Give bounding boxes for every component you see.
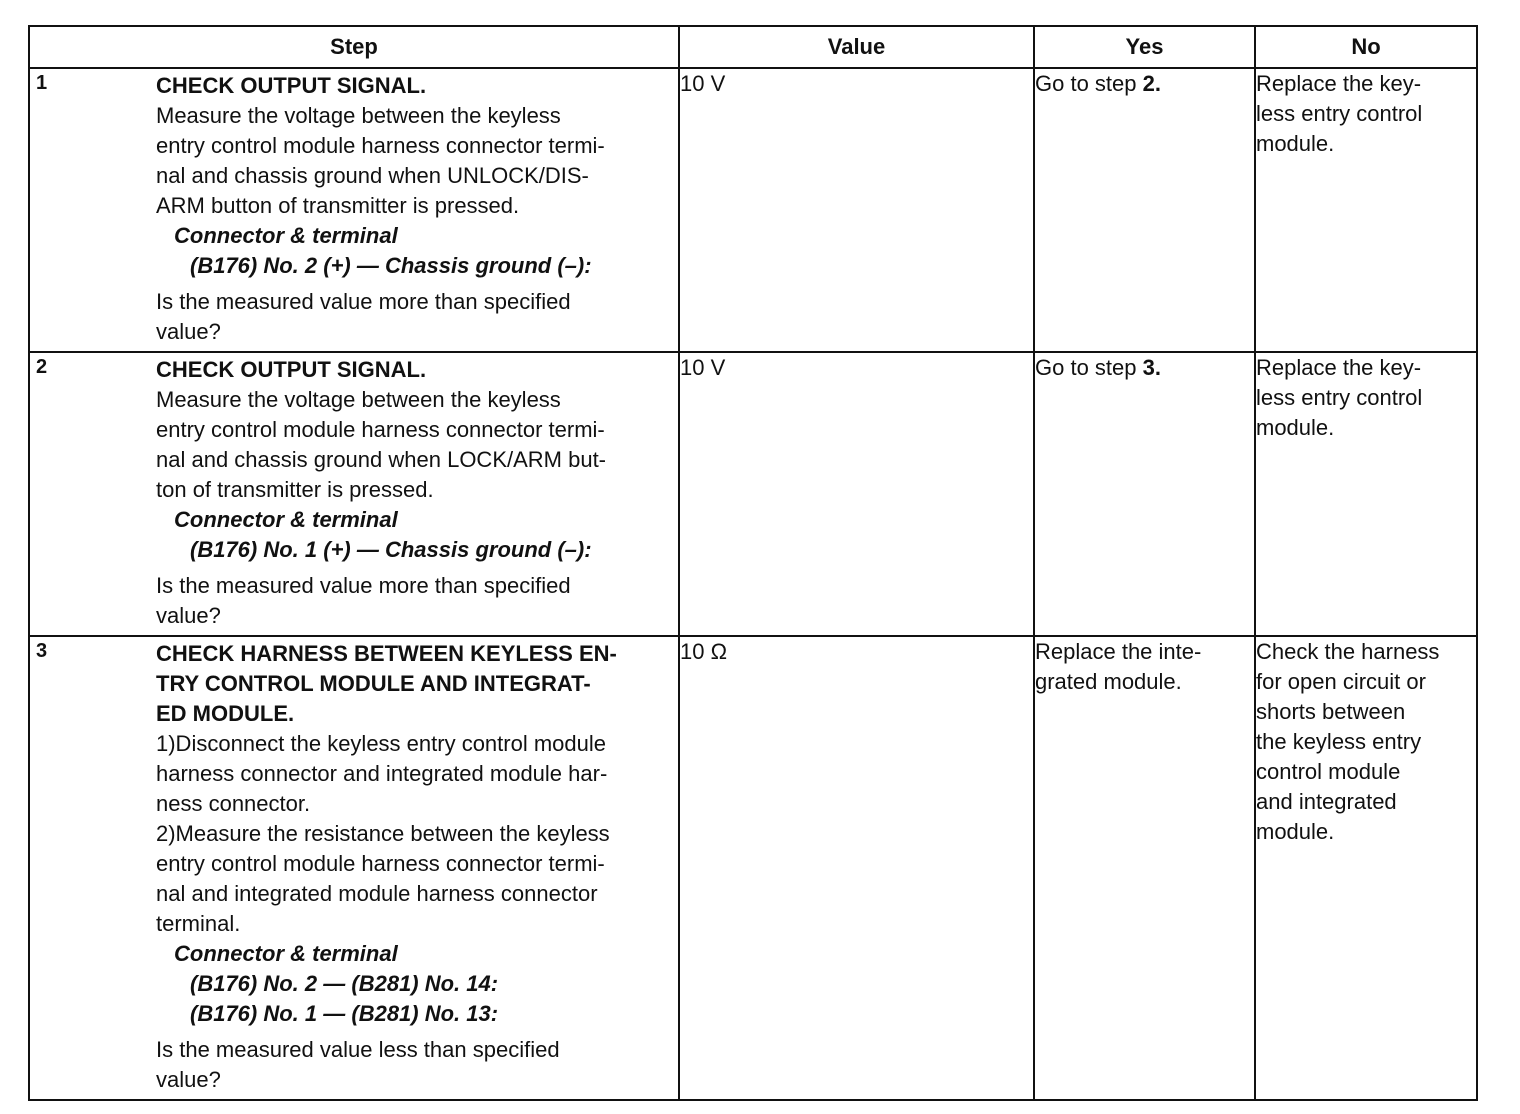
question-text: value? xyxy=(156,319,221,344)
table-row xyxy=(29,352,1477,636)
no-cell xyxy=(1255,68,1477,352)
yes-text: grated module. xyxy=(1035,669,1182,694)
connector-terminal: (B176) No. 2 — (B281) No. 14: xyxy=(190,971,499,996)
step-text: Measure the voltage between the keyless xyxy=(156,387,561,412)
step-cell xyxy=(29,636,679,1100)
table-row xyxy=(29,636,1477,1100)
connector-heading: Connector & terminal xyxy=(174,223,398,248)
step-text: entry control module harness connector termi- xyxy=(156,133,605,158)
step-text: ton of transmitter is pressed. xyxy=(156,477,434,502)
yes-step-ref: 3. xyxy=(1142,355,1161,380)
table-row xyxy=(29,68,1477,352)
connector-heading: Connector & terminal xyxy=(174,507,398,532)
step-text: nal and chassis ground when UNLOCK/DIS- xyxy=(156,163,589,188)
yes-cell xyxy=(1034,68,1255,352)
step-number: 3 xyxy=(36,640,48,662)
step-text: terminal. xyxy=(156,911,241,936)
value-cell: 10 Ω xyxy=(679,636,1034,1100)
no-text: control module xyxy=(1256,759,1401,784)
step-title: CHECK OUTPUT SIGNAL. xyxy=(156,357,427,382)
step-cell xyxy=(29,352,679,636)
no-text: Replace the key- xyxy=(1256,71,1422,96)
question-text: Is the measured value less than specified xyxy=(156,1037,560,1062)
no-text: less entry control xyxy=(1256,101,1423,126)
step-text: nal and chassis ground when LOCK/ARM but- xyxy=(156,447,607,472)
step-text: ness connector. xyxy=(156,791,311,816)
step-text: harness connector and integrated module har- xyxy=(156,761,608,786)
no-cell xyxy=(1255,636,1477,1100)
no-text: and integrated xyxy=(1256,789,1397,814)
step-title: CHECK OUTPUT SIGNAL. xyxy=(156,73,427,98)
step-title: TRY CONTROL MODULE AND INTEGRAT- xyxy=(156,671,591,696)
step-number: 1 xyxy=(36,72,48,94)
no-text: Check the harness xyxy=(1256,639,1440,664)
step-cell xyxy=(29,68,679,352)
step-title: CHECK HARNESS BETWEEN KEYLESS EN- xyxy=(156,641,617,666)
connector-terminal: (B176) No. 1 — (B281) No. 13: xyxy=(190,1001,499,1026)
yes-cell xyxy=(1034,636,1255,1100)
step-text: 2)Measure the resistance between the keyless xyxy=(156,821,610,846)
step-text: entry control module harness connector termi- xyxy=(156,417,605,442)
header-value: Value xyxy=(679,26,1034,68)
no-text: for open circuit or xyxy=(1256,669,1426,694)
value-cell: 10 V xyxy=(679,68,1034,352)
value-cell: 10 V xyxy=(679,352,1034,636)
header-row xyxy=(29,26,1477,68)
yes-text: Go to step xyxy=(1035,71,1143,96)
step-number: 2 xyxy=(36,356,48,378)
question-text: Is the measured value more than specified xyxy=(156,289,571,314)
no-cell xyxy=(1255,352,1477,636)
no-text: less entry control xyxy=(1256,385,1423,410)
step-text: ARM button of transmitter is pressed. xyxy=(156,193,520,218)
header-step: Step xyxy=(29,26,679,68)
yes-text: Replace the inte- xyxy=(1035,639,1202,664)
connector-terminal: (B176) No. 1 (+) — Chassis ground (–): xyxy=(190,537,592,562)
no-text: module. xyxy=(1256,819,1335,844)
step-text: nal and integrated module harness connector xyxy=(156,881,598,906)
yes-step-ref: 2. xyxy=(1142,71,1161,96)
question-text: Is the measured value more than specified xyxy=(156,573,571,598)
yes-text: Go to step xyxy=(1035,355,1143,380)
no-text: module. xyxy=(1256,415,1335,440)
step-text: 1)Disconnect the keyless entry control module xyxy=(156,731,606,756)
diagnostic-table xyxy=(28,25,1478,1101)
no-text: the keyless entry xyxy=(1256,729,1422,754)
step-text: entry control module harness connector termi- xyxy=(156,851,605,876)
step-text: Measure the voltage between the keyless xyxy=(156,103,561,128)
connector-terminal: (B176) No. 2 (+) — Chassis ground (–): xyxy=(190,253,592,278)
header-yes: Yes xyxy=(1034,26,1255,68)
question-text: value? xyxy=(156,603,221,628)
question-text: value? xyxy=(156,1067,221,1092)
no-text: Replace the key- xyxy=(1256,355,1422,380)
step-title: ED MODULE. xyxy=(156,701,295,726)
no-text: shorts between xyxy=(1256,699,1406,724)
header-no: No xyxy=(1255,26,1477,68)
no-text: module. xyxy=(1256,131,1335,156)
connector-heading: Connector & terminal xyxy=(174,941,398,966)
yes-cell xyxy=(1034,352,1255,636)
